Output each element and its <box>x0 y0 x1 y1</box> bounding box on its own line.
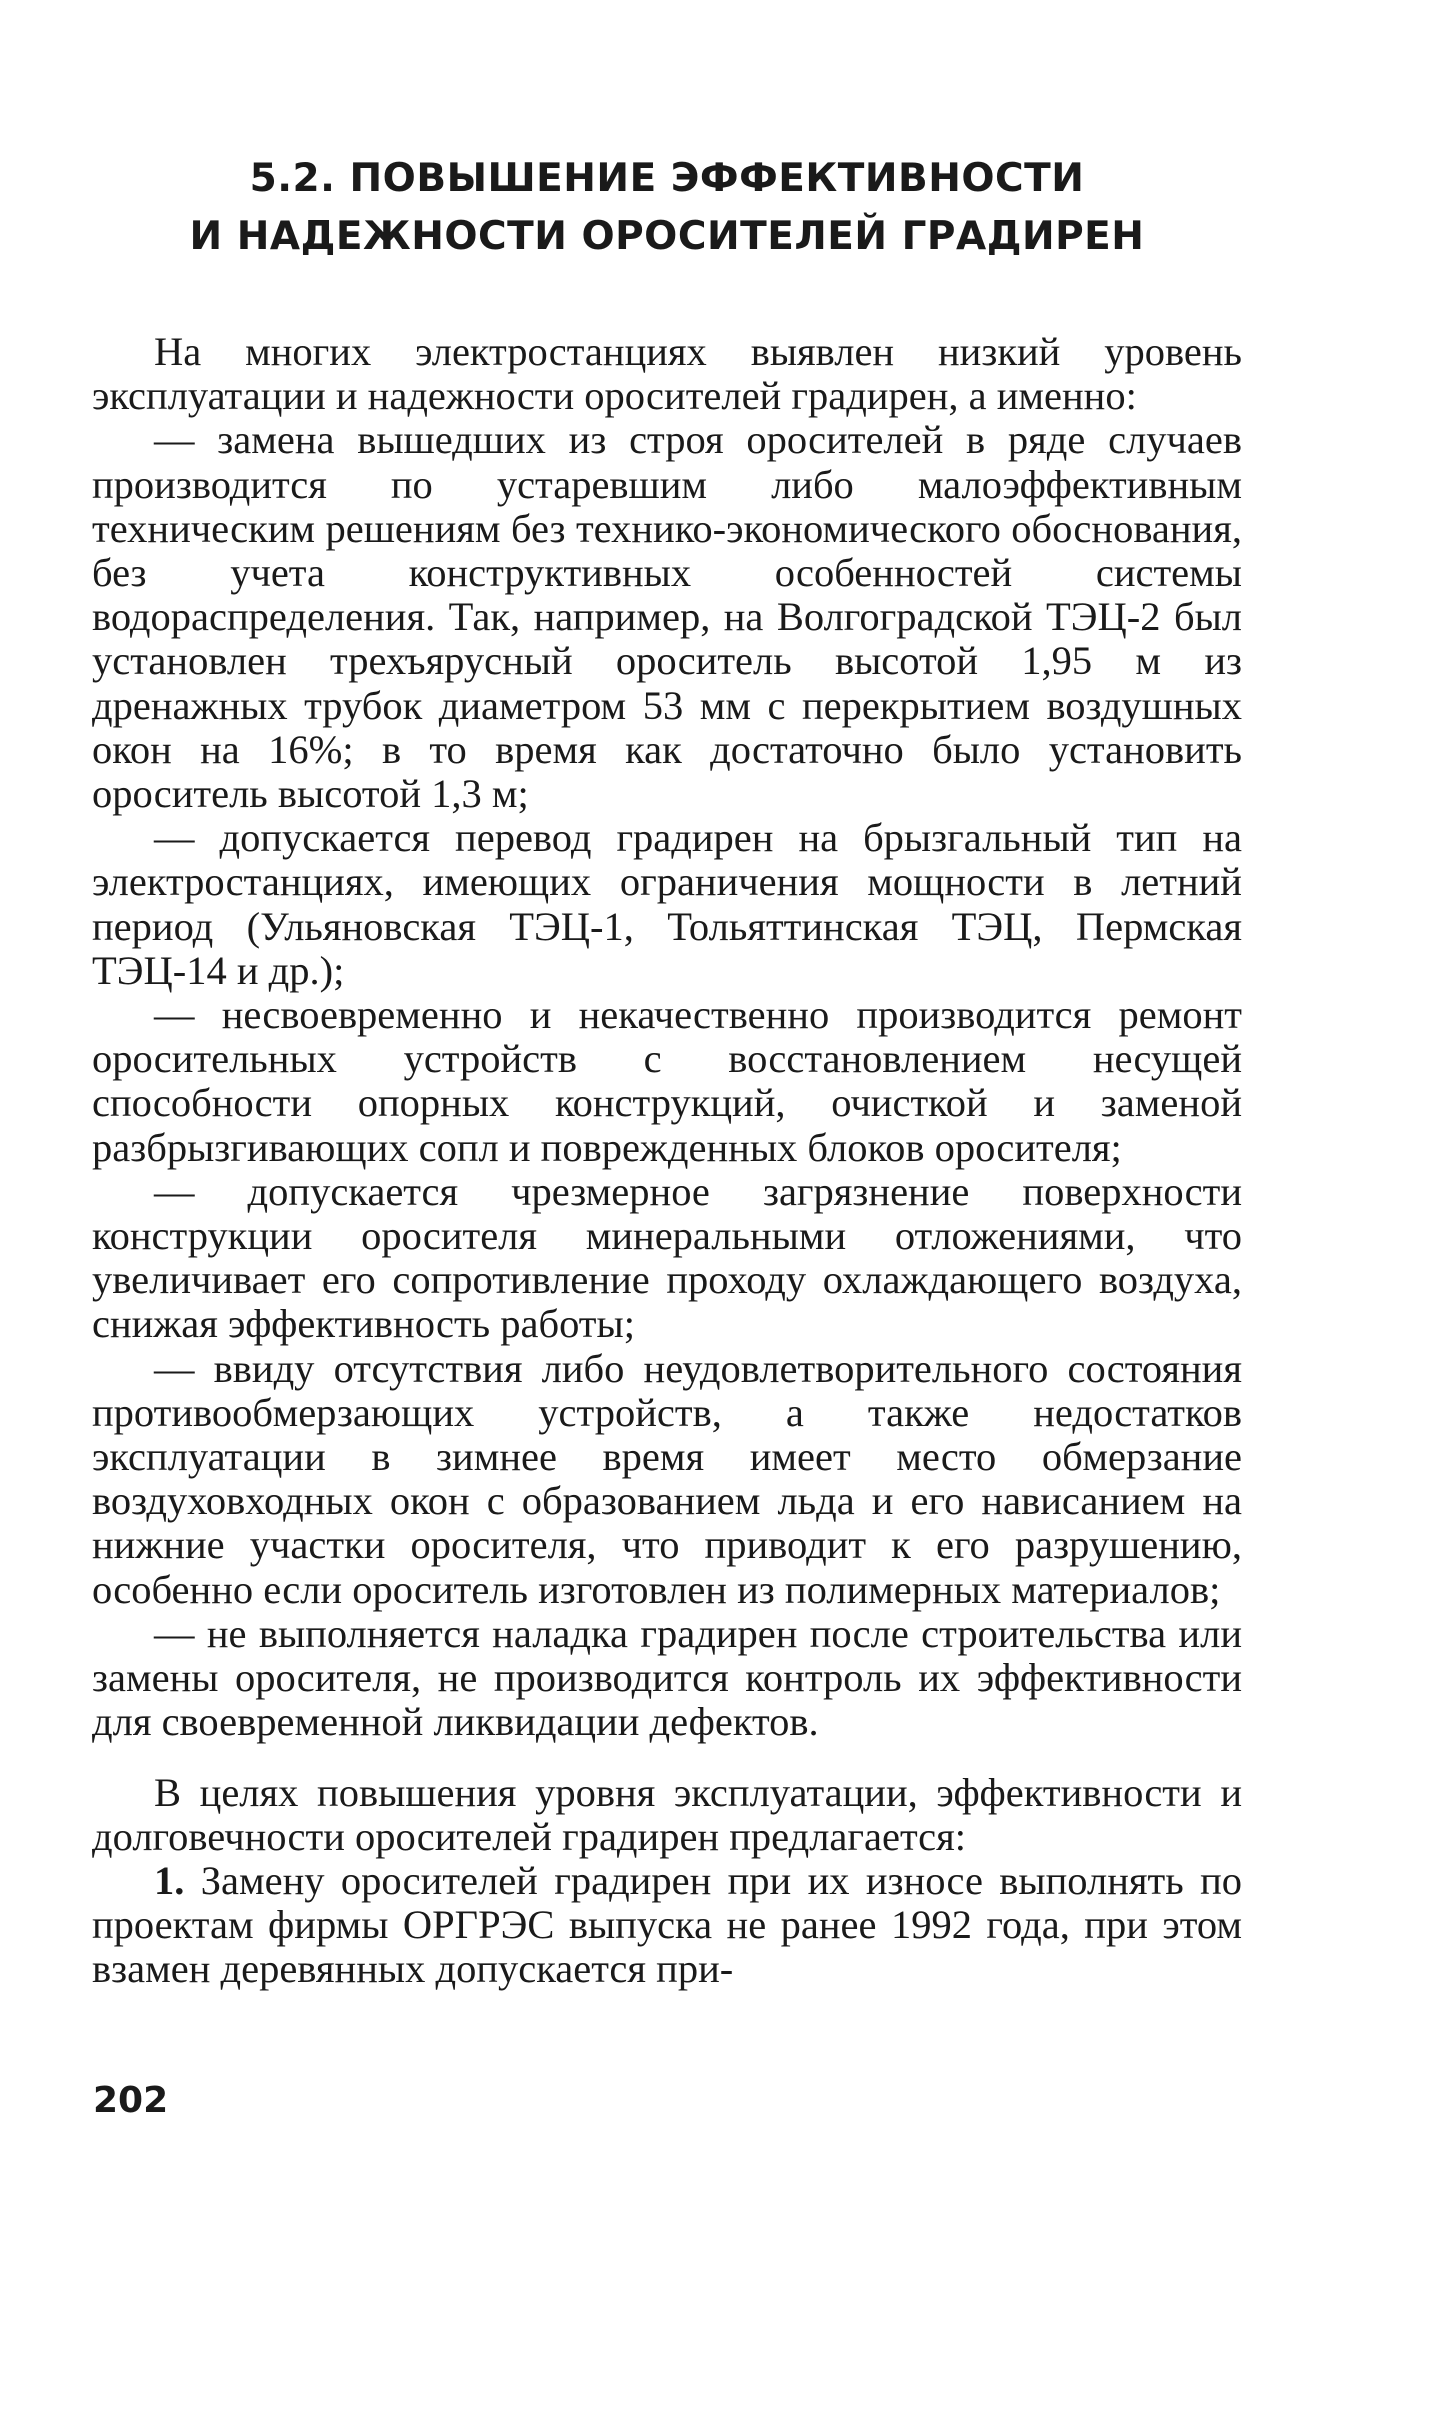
intro-paragraph: На многих электростанциях выявлен низкий уровень эксплуатации и надежности оросителей градирен, а именно: <box>92 329 1242 419</box>
body-text <box>92 330 1242 1992</box>
list-item-freezing: — ввиду отсутствия либо неудовлетворительного состояния противообмерзающих устройств, а также недостатков эксплуатации в зимнее время имеет место обмерзание воздуховходных окон с образованием льда и его нависанием на нижние участки оросителя, что приводит к его разрушению, особенно если ороситель изготовлен из полимерных материалов; <box>92 1345 1242 1612</box>
section-heading-line-2: И НАДЕЖНОСТИ ОРОСИТЕЛЕЙ ГРАДИРЕН <box>189 214 1145 259</box>
item-text: Замену оросителей градирен при их износе выполнять по проектам фирмы ОРГРЭС выпуска не ранее 1992 года, при этом взамен деревянных допускается при- <box>92 1857 1243 1992</box>
page-number: 202 <box>93 2080 169 2121</box>
numbered-item-1 <box>92 1859 1242 1992</box>
page-content <box>92 150 1242 1992</box>
list-item-adjustment: — не выполняется наладка градирен после строительства или замены оросителя, не производится контроль их эффективности для своевременной ликвидации дефектов. <box>92 1610 1242 1745</box>
list-item-splash-type: — допускается перевод градирен на брызгальный тип на электростанциях, имеющих ограничения мощности в летний период (Ульяновская ТЭЦ-1, Тольяттинская ТЭЦ, Пермская ТЭЦ-14 и др.); <box>92 815 1242 993</box>
list-item-replacement: — замена вышедших из строя оросителей в ряде случаев производится по устаревшим либо малоэффективным техническим решениям без технико-экономического обоснования, без учета конструктивных особенностей системы водораспределения. Так, например, на Волгоградской ТЭЦ-2 был установлен трехъярусный ороситель высотой 1,95 м из дренажных трубок диаметром 53 мм с перекрытием воздушных окон на 16%; в то время как достаточно было установить ороситель высотой 1,3 м; <box>92 417 1242 817</box>
list-item-repair: — несвоевременно и некачественно производится ремонт оросительных устройств с восстановлением несущей способности опорных конструкций, очисткой и заменой разбрызгивающих сопл и поврежденных блоков оросителя; <box>92 992 1242 1170</box>
list-item-contamination: — допускается чрезмерное загрязнение поверхности конструкции оросителя минеральными отложениями, что увеличивает его сопротивление проходу охлаждающего воздуха, снижая эффективность работы; <box>92 1168 1242 1347</box>
section-heading-line-1: 5.2. ПОВЫШЕНИЕ ЭФФЕКТИВНОСТИ <box>249 156 1085 201</box>
item-number: 1. <box>154 1857 185 1903</box>
section-heading <box>92 150 1242 266</box>
proposal-intro-paragraph: В целях повышения уровня эксплуатации, эффективности и долговечности оросителей градирен предлагается: <box>92 1769 1242 1859</box>
